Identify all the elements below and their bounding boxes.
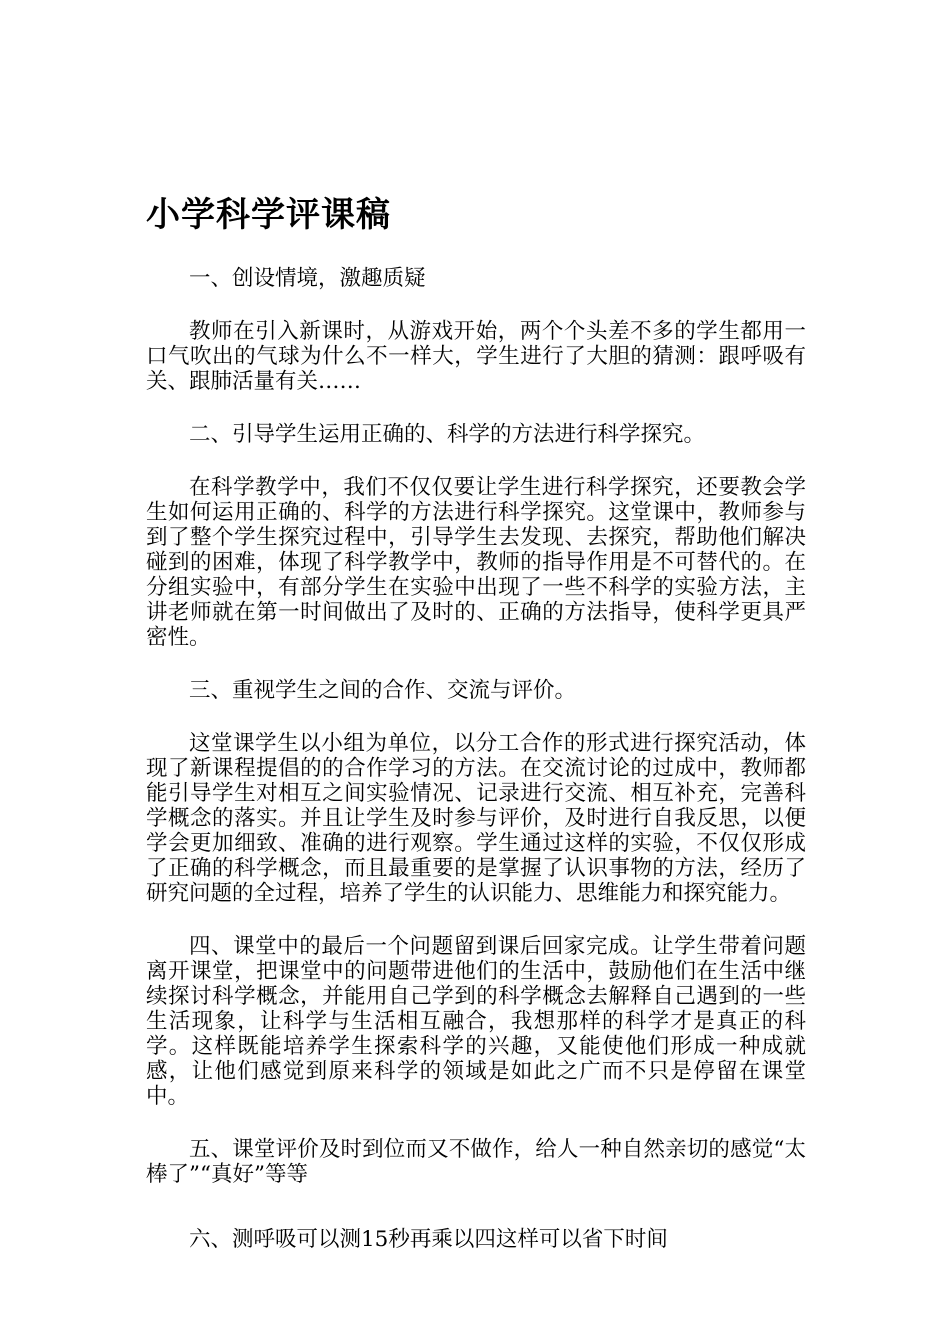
paragraph-1: 教师在引入新课时，从游戏开始，两个个头差不多的学生都用一口气吹出的气球为什么不一样大，学生进行了大胆的猜测：跟呼吸有关、跟肺活量有关…… bbox=[146, 319, 806, 394]
section-heading-1: 一、创设情境，激趣质疑 bbox=[189, 266, 426, 291]
paragraph-2: 在科学教学中，我们不仅仅要让学生进行科学探究，还要教会学生如何运用正确的、科学的方法进行科学探究。这堂课中，教师参与到了整个学生探究过程中，引导学生去发现、去探究，帮助他们解决碰到的困难，体现了科学教学中，教师的指导作用是不可替代的。在分组实验中，有部分学生在实验中出现了一些不科学的实验方法，主讲老师就在第一时间做出了及时的、正确的方法指导，使科学更具严密性。 bbox=[146, 475, 806, 650]
paragraph-3: 这堂课学生以小组为单位，以分工合作的形式进行探究活动，体现了新课程提倡的的合作学习的方法。在交流讨论的过成中，教师都能引导学生对相互之间实验情况、记录进行交流、相互补充，完善科学概念的落实。并且让学生及时参与评价，及时进行自我反思，以便学会更加细致、准确的进行观察。学生通过这样的实验，不仅仅形成了正确的科学概念，而且最重要的是掌握了认识事物的方法，经历了研究问题的全过程，培养了学生的认识能力、思维能力和探究能力。 bbox=[146, 731, 806, 906]
section-heading-3: 三、重视学生之间的合作、交流与评价。 bbox=[189, 678, 577, 703]
document-title: 小学科学评课稿 bbox=[146, 195, 391, 235]
document-page bbox=[146, 190, 806, 1252]
section-heading-2: 二、引导学生运用正确的、科学的方法进行科学探究。 bbox=[189, 422, 706, 447]
section-5-paragraph: 五、课堂评价及时到位而又不做作，给人一种自然亲切的感觉“太棒了”“真好”等等 bbox=[146, 1137, 806, 1187]
section-6-paragraph: 六、测呼吸可以测15秒再乘以四这样可以省下时间 bbox=[189, 1227, 668, 1252]
section-4-paragraph: 四、课堂中的最后一个问题留到课后回家完成。让学生带着问题离开课堂，把课堂中的问题带进他们的生活中，鼓励他们在生活中继续探讨科学概念，并能用自己学到的科学概念去解释自己遇到的一些生活现象，让科学与生活相互融合，我想那样的科学才是真正的科学。这样既能培养学生探索科学的兴趣，又能使他们形成一种成就感，让他们感觉到原来科学的领域是如此之广而不只是停留在课堂中。 bbox=[146, 934, 806, 1109]
